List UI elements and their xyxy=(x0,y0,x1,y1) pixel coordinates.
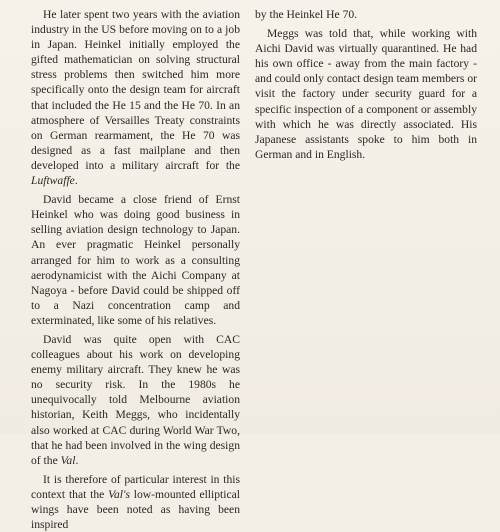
paragraph-text: . xyxy=(74,174,78,188)
paragraph-cac-colleagues xyxy=(31,332,240,468)
paragraph-text: It is therefore of particular interest in this context that the xyxy=(31,472,240,501)
paragraph-text: low-mounted elliptical wings have been noted as having been inspired xyxy=(31,487,241,532)
paragraph-val-wings xyxy=(31,472,240,532)
italic-term-vals: Val's xyxy=(108,487,130,501)
left-column xyxy=(31,7,240,532)
italic-term-val: Val xyxy=(60,453,76,467)
paragraph-friendship-heinkel: David became a close friend of Ernst Heinkel who was doing good business in selling aviation design technology to Japan. An ever pragmatic Heinkel personally arranged for him to work as a consulting aerodynamicist with the Aichi Company at Nagoya - before David could be shipped off to a Nazi concentration camp and exterminated, like some of his relatives. xyxy=(31,193,240,327)
italic-term-luftwaffe: Luftwaffe xyxy=(31,174,75,188)
paragraph-meggs-quarantine: Meggs was told that, while working with Aichi David was virtually quarantined. He had his own office - away from the main factory - and could only contact design team members or visit the factory under security guard for a specific inspection of a component or assembly with which he was directly associated. His Japanese assistants spoke to him both in German and in English. xyxy=(255,27,477,161)
paragraph-heinkel-employment xyxy=(31,7,240,188)
right-column xyxy=(255,7,477,166)
paragraph-continuation: by the Heinkel He 70. xyxy=(255,8,358,21)
paragraph-text: . xyxy=(75,453,79,467)
paragraph-text: He later spent two years with the aviation industry in the US before moving on to a job in Japan. Heinkel initially employed the gifted mathematician on solving structural stress problems then switched him more specifically onto the design team for aircraft that included the He 15 and the He 70. In an atmosphere of Versailles Treaty constraints on German rearmament, the He 70 was designed as a fast mailplane and then developed into a military aircraft for the xyxy=(31,8,240,172)
paragraph-text: David was quite open with CAC colleagues about his work on developing enemy military aircraft. They knew he was no security risk. In the 1980s he unequivocally told Melbourne aviation historian, Keith Meggs, who incidentally also worked at CAC during World War Two, that he had been involved in the wing design of the xyxy=(31,332,240,467)
